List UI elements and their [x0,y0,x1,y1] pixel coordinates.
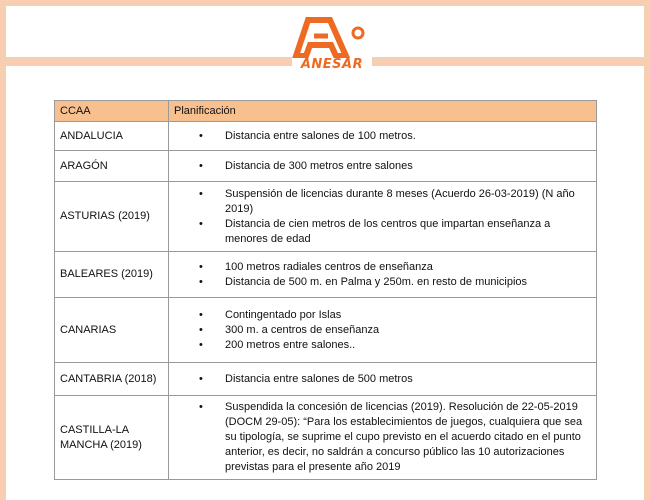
list-item: • Contingentado por Islas [169,308,590,323]
table-row [55,182,597,252]
table-row [55,298,597,363]
list-item: • Distancia de 300 metros entre salones [169,159,590,174]
planning-cell [169,298,597,363]
column-header-ccaa: CCAA [55,101,169,122]
table-row [55,122,597,151]
list-item: • 100 metros radiales centros de enseñanza [169,260,590,275]
planning-cell [169,182,597,252]
table-row [55,396,597,480]
region-cell: CASTILLA-LA MANCHA (2019) [55,396,169,480]
list-item: • Suspendida la concesión de licencias (2019). Resolución de 22-05-2019 (DOCM 29-05): “Para los establecimientos de juegos, cualquiera que sea su tipología, se suprime el cupo previsto en el acuerdo citado en el punto anterior, es decir, no saldrán a concurso público las 10 autorizaciones previstas para el presente año 2019 [169,400,590,475]
region-cell: ASTURIAS (2019) [55,182,169,252]
list-item: • Suspensión de licencias durante 8 meses (Acuerdo 26-03-2019) (N año 2019) [169,187,590,217]
region-cell: BALEARES (2019) [55,252,169,298]
planning-cell [169,151,597,182]
planning-cell [169,122,597,151]
list-item: • Distancia de 500 m. en Palma y 250m. en resto de municipios [169,275,590,290]
anesar-logo [292,16,372,74]
region-cell: ARAGÓN [55,151,169,182]
document-page [6,6,644,500]
planning-table [54,100,597,480]
list-item: • Distancia de cien metros de los centros que impartan enseñanza a menores de edad [169,217,590,247]
table-row [55,151,597,182]
list-item: • Distancia entre salones de 500 metros [169,372,590,387]
list-item: • Distancia entre salones de 100 metros. [169,129,590,144]
table-row [55,252,597,298]
planning-cell [169,252,597,298]
column-header-planificacion: Planificación [169,101,597,122]
anesar-logo-mark [292,16,372,58]
table-header-row [55,101,597,122]
logo-wordmark: ANESAR [300,57,364,72]
region-cell: ANDALUCIA [55,122,169,151]
list-item: • 300 m. a centros de enseñanza [169,323,590,338]
list-item: • 200 metros entre salones.. [169,338,590,353]
planning-cell [169,363,597,396]
region-cell: CANARIAS [55,298,169,363]
table-row [55,363,597,396]
region-cell: CANTABRIA (2018) [55,363,169,396]
planning-cell [169,396,597,480]
